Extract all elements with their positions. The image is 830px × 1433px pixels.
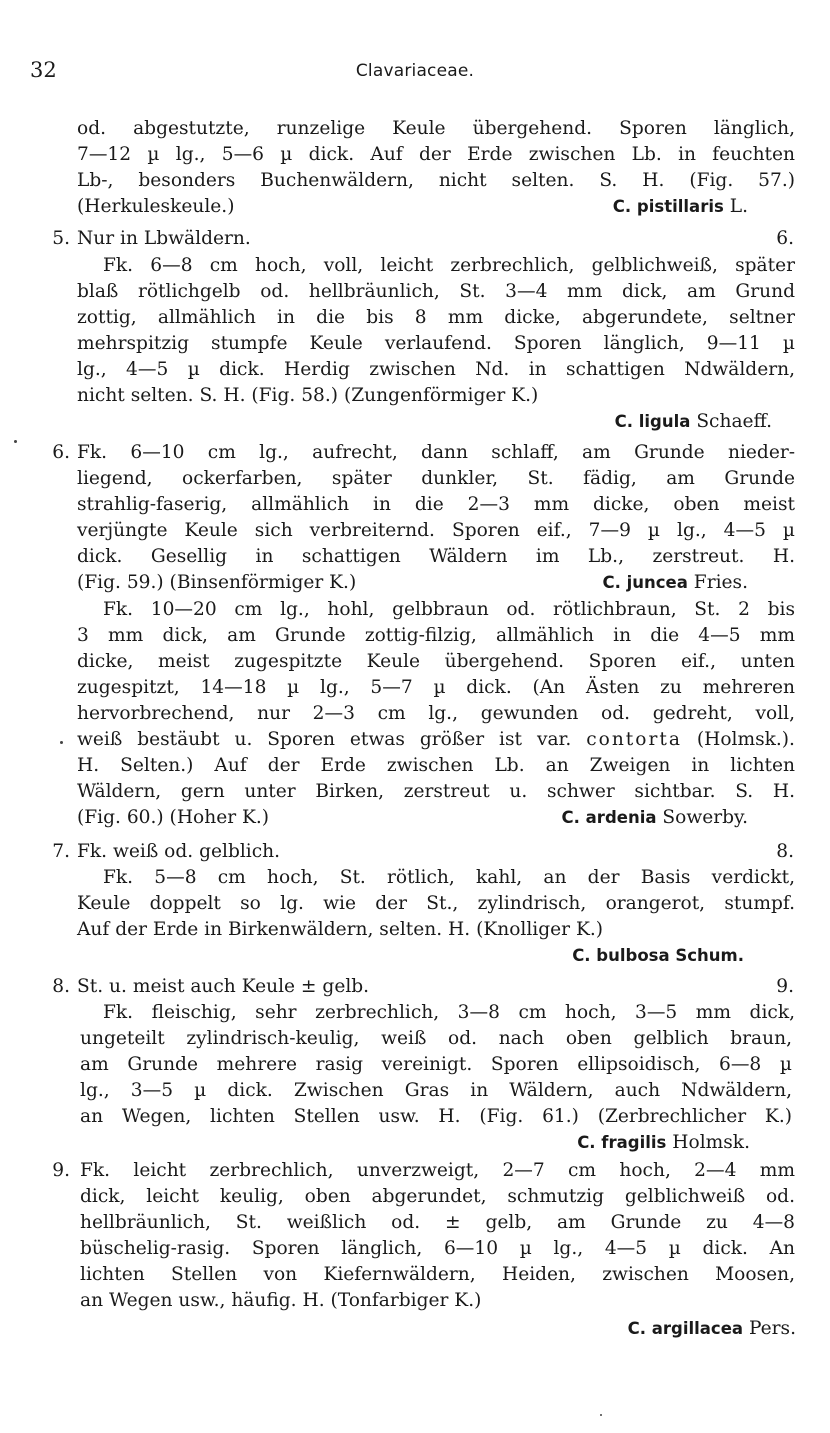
species-name: C. ardenia Sowerby. (561, 807, 748, 828)
text-line: H. Selten.) Auf der Erde zwischen Lb. an Zweigen in lichten (77, 755, 795, 776)
species-name: C. ligula Schaeff. (614, 411, 772, 432)
text-line: Fk. 5—8 cm hoch, St. rötlich, kahl, an der Basis verdickt, (103, 867, 795, 888)
text-line: liegend, ockerfarben, später dunkler, St. fädig, am Grunde (77, 468, 795, 489)
text-line: zugespitzt, 14—18 µ lg., 5—7 µ dick. (An Ästen zu mehreren (77, 677, 795, 698)
couplet-number: 8. (52, 976, 70, 997)
species-name: C. argillacea Pers. (627, 1318, 796, 1339)
species-name: C. fragilis Holmsk. (577, 1132, 750, 1153)
ink-speck (600, 1414, 602, 1416)
text-line: Fk. 6—8 cm hoch, voll, leicht zerbrechlich, gelblichweiß, später (103, 255, 795, 276)
page-header (30, 58, 800, 86)
text-line: Keule doppelt so lg. wie der St., zylindrisch, orangerot, stumpf. (77, 893, 795, 914)
text-line: Nur in Lbwäldern. (77, 228, 251, 249)
text-line: lg., 3—5 µ dick. Zwischen Gras in Wäldern, auch Ndwäldern, (80, 1080, 792, 1101)
text-line: weiß bestäubt u. Sporen etwas größer ist var. contorta (Holmsk.). (77, 729, 795, 750)
text-line: an Wegen usw., häufig. H. (Tonfarbiger K.) (80, 1290, 482, 1311)
text-line: Lb-, besonders Buchenwäldern, nicht selten. S. H. (Fig. 57.) (77, 170, 795, 191)
couplet-reference: 8. (776, 841, 794, 862)
text-line: (Herkuleskeule.) (77, 196, 235, 217)
text-line: mehrspitzig stumpfe Keule verlaufend. Sporen länglich, 9—11 µ (77, 333, 795, 354)
text-line: am Grunde mehrere rasig vereinigt. Sporen ellipsoidisch, 6—8 µ (80, 1054, 792, 1075)
species-name: C. pistillaris L. (612, 196, 748, 217)
text-line: (Fig. 60.) (Hoher K.) (77, 807, 270, 828)
text-line: Fk. fleischig, sehr zerbrechlich, 3—8 cm hoch, 3—5 mm dick, (103, 1002, 795, 1023)
text-line: nicht selten. S. H. (Fig. 58.) (Zungenförmiger K.) (77, 385, 539, 406)
text-line: (Fig. 59.) (Binsenförmiger K.) (77, 572, 357, 593)
text-line: Fk. weiß od. gelblich. (77, 841, 281, 862)
species-name: C. juncea Fries. (602, 572, 748, 593)
running-title: Clavariaceae. (355, 61, 475, 81)
text-line: Wäldern, gern unter Birken, zerstreut u. schwer sichtbar. S. H. (77, 781, 795, 802)
couplet-reference: 9. (776, 976, 794, 997)
text-line: dick. Gesellig in schattigen Wäldern im Lb., zerstreut. H. (77, 546, 795, 567)
couplet-number: 9. (52, 1160, 70, 1181)
text-line: ungeteilt zylindrisch-keulig, weiß od. nach oben gelblich braun, (80, 1028, 792, 1049)
couplet-number: 5. (52, 228, 70, 249)
text-line: verjüngte Keule sich verbreiternd. Sporen eif., 7—9 µ lg., 4—5 µ (77, 520, 795, 541)
text-line: Auf der Erde in Birkenwäldern, selten. H. (Knolliger K.) (77, 919, 604, 940)
text-line: St. u. meist auch Keule ± gelb. (77, 976, 370, 997)
text-line: 7—12 µ lg., 5—6 µ dick. Auf der Erde zwischen Lb. in feuchten (77, 144, 795, 165)
text-line: zottig, allmählich in die bis 8 mm dicke, abgerundete, seltner (77, 307, 795, 328)
text-line: strahlig-faserig, allmählich in die 2—3 mm dicke, oben meist (77, 494, 795, 515)
ink-speck (14, 440, 17, 443)
ink-speck (60, 741, 63, 744)
text-line: lg., 4—5 µ dick. Herdig zwischen Nd. in schattigen Ndwäldern, (77, 359, 795, 380)
text-line: Fk. 6—10 cm lg., aufrecht, dann schlaff, am Grunde nieder- (77, 442, 795, 463)
couplet-number: 6. (52, 442, 70, 463)
text-line: an Wegen, lichten Stellen usw. H. (Fig. 61.) (Zerbrechlicher K.) (80, 1106, 792, 1127)
text-line: od. abgestutzte, runzelige Keule übergehend. Sporen länglich, (77, 118, 795, 139)
couplet-number: 7. (52, 841, 70, 862)
text-line: lichten Stellen von Kiefernwäldern, Heiden, zwischen Moosen, (80, 1264, 795, 1285)
text-line: büschelig-rasig. Sporen länglich, 6—10 µ lg., 4—5 µ dick. An (80, 1238, 795, 1259)
species-name: C. bulbosa Schum. (572, 946, 744, 965)
text-line: dicke, meist zugespitzte Keule übergehend. Sporen eif., unten (77, 651, 795, 672)
text-line: 3 mm dick, am Grunde zottig-filzig, allmählich in die 4—5 mm (77, 625, 795, 646)
text-line: blaß rötlichgelb od. hellbräunlich, St. 3—4 mm dick, am Grund (77, 281, 795, 302)
text-line: Fk. leicht zerbrechlich, unverzweigt, 2—7 cm hoch, 2—4 mm (80, 1160, 795, 1181)
text-line: Fk. 10—20 cm lg., hohl, gelbbraun od. rötlichbraun, St. 2 bis (103, 599, 795, 620)
couplet-reference: 6. (776, 228, 794, 249)
text-line: dick, leicht keulig, oben abgerundet, schmutzig gelblichweiß od. (80, 1186, 795, 1207)
text-line: hervorbrechend, nur 2—3 cm lg., gewunden od. gedreht, voll, (77, 703, 795, 724)
page-number: 32 (30, 58, 57, 82)
text-line: hellbräunlich, St. weißlich od. ± gelb, am Grunde zu 4—8 (80, 1212, 795, 1233)
